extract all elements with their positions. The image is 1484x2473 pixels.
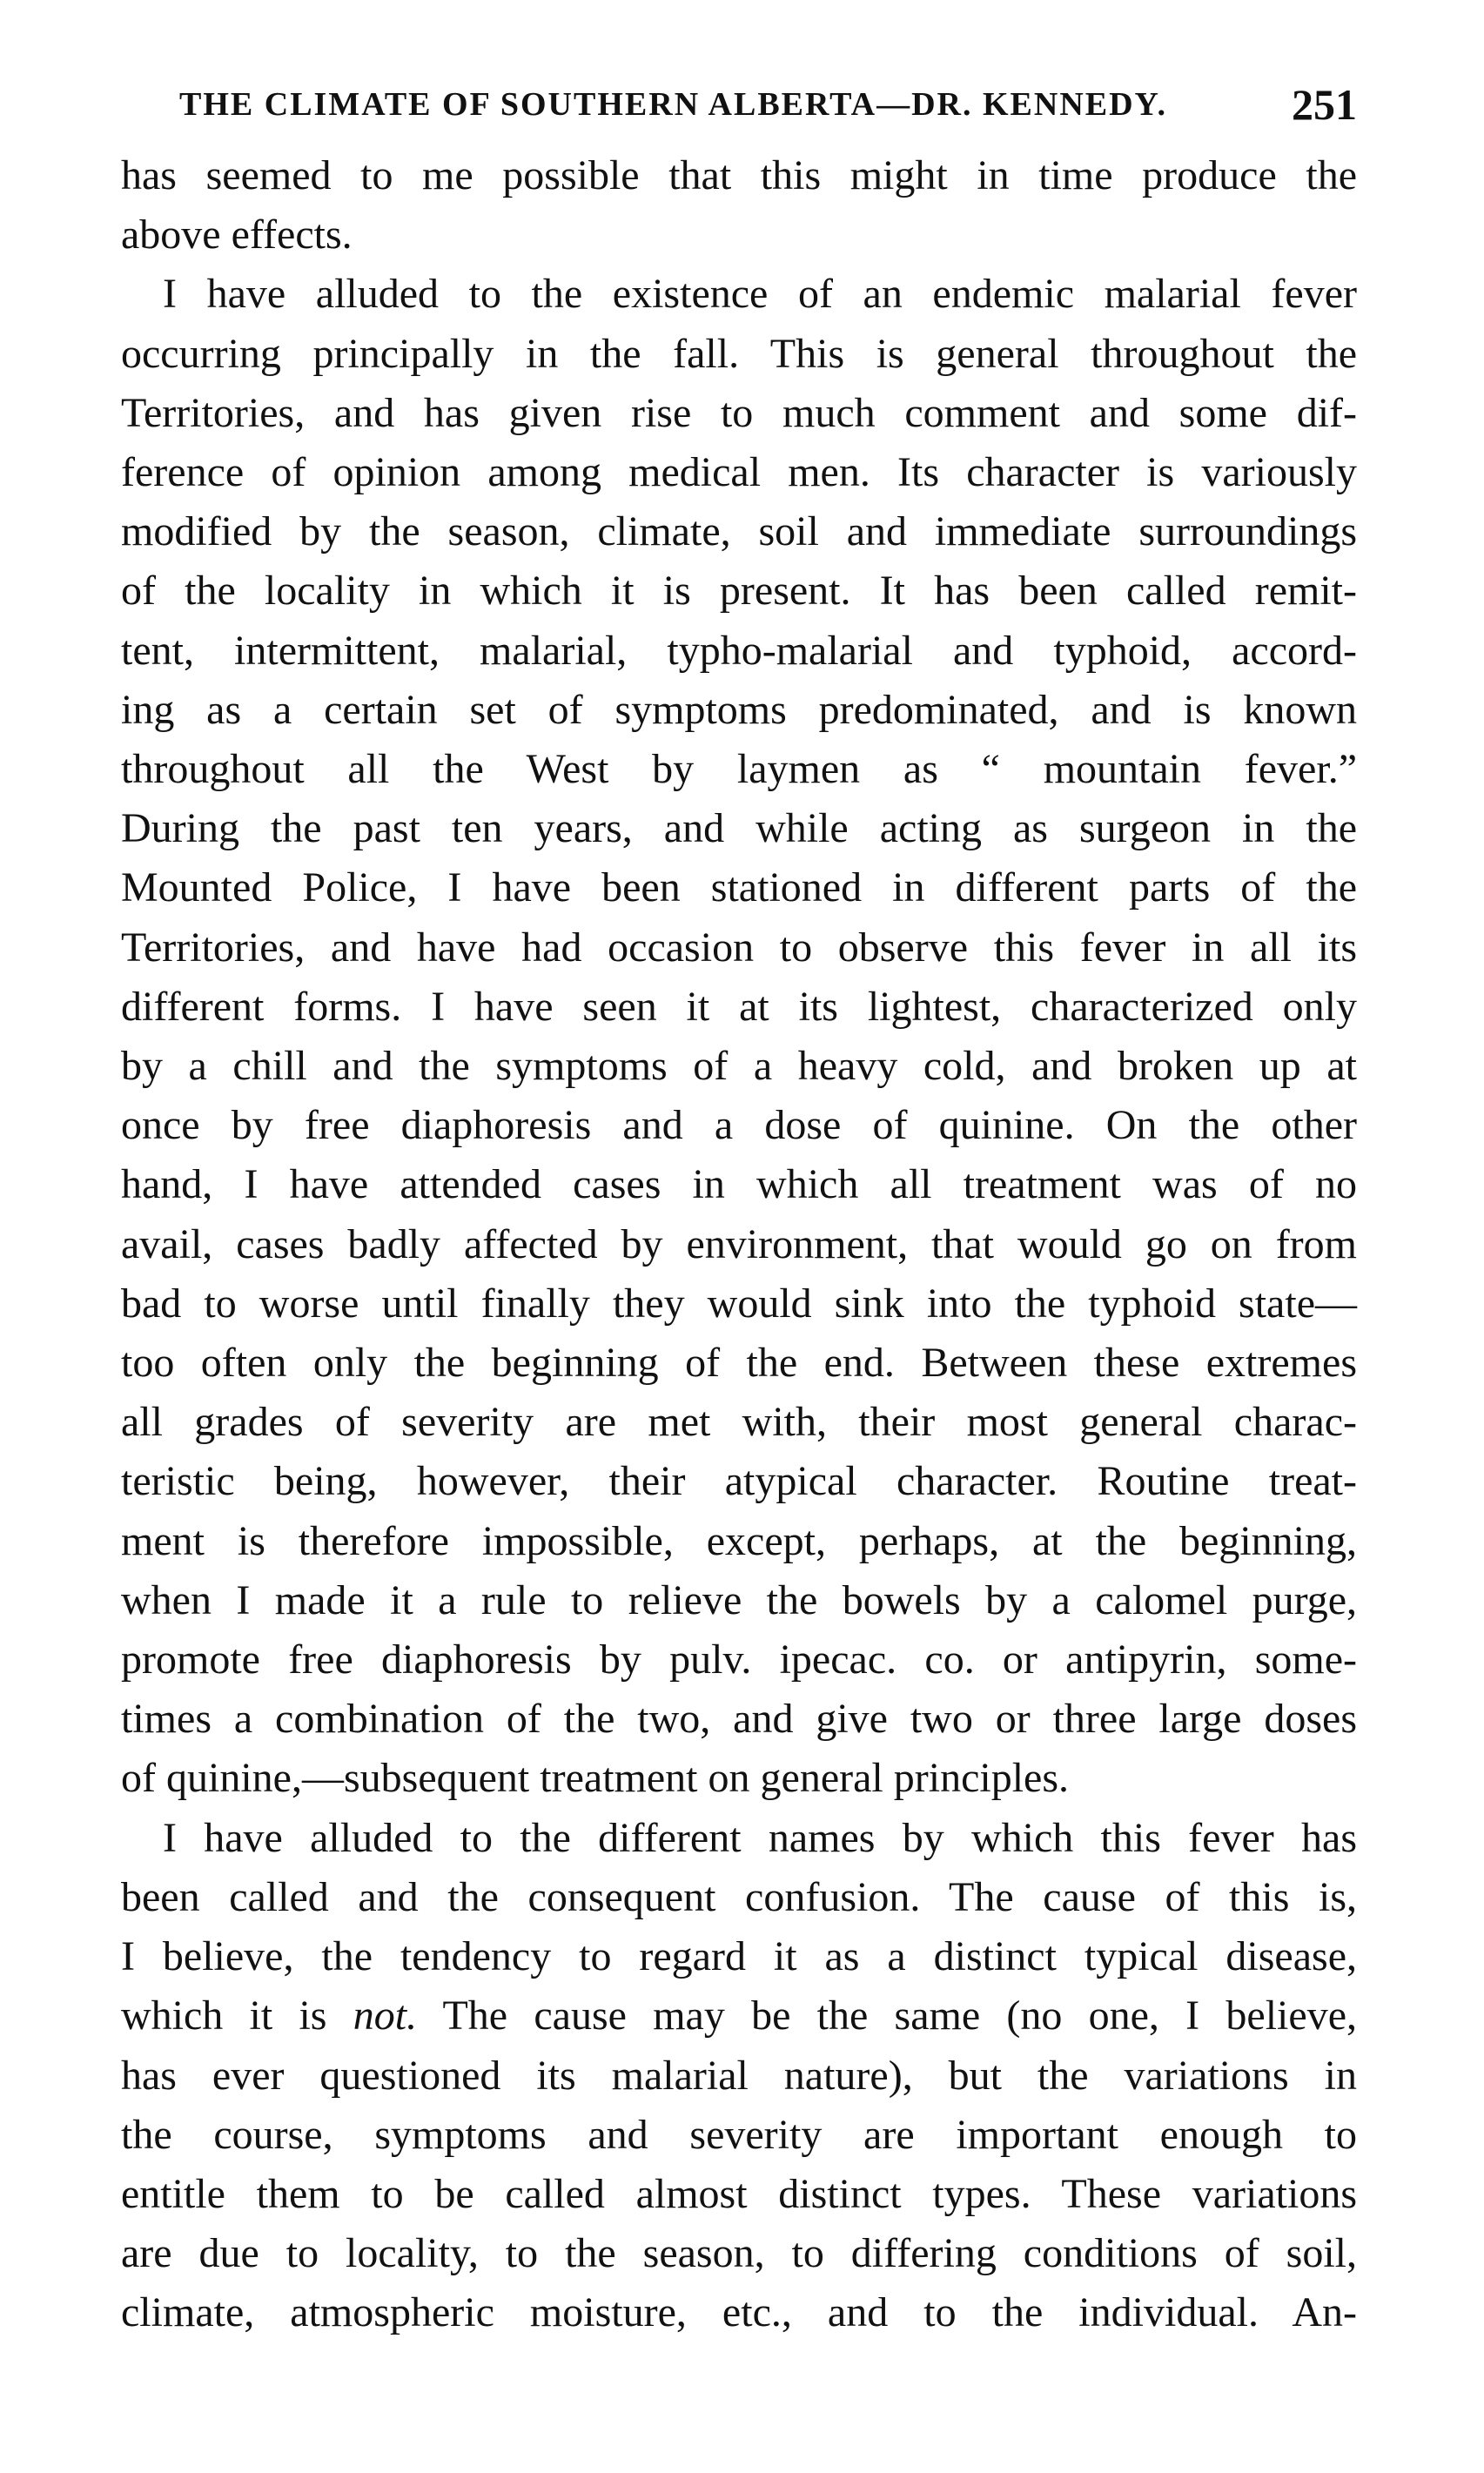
text-line: entitle them to be called almost distinct types. These variations bbox=[121, 2170, 1357, 2217]
running-title: THE CLIMATE OF SOUTHERN ALBERTA—DR. KENNEDY. bbox=[179, 86, 1168, 123]
body-text bbox=[121, 146, 1357, 2343]
text-line: has ever questioned its malarial nature), but the variations in bbox=[121, 2052, 1357, 2099]
text-line: are due to locality, to the season, to differing conditions of soil, bbox=[121, 2230, 1357, 2277]
text-line: Territories, and have had occasion to observe this fever in all its bbox=[121, 924, 1357, 971]
text-line: above effects. bbox=[121, 212, 353, 259]
text-line: tent, intermittent, malarial, typho-malarial and typhoid, accord- bbox=[121, 627, 1357, 674]
text-line: throughout all the West by laymen as “ mountain fever.” bbox=[121, 746, 1357, 793]
text-line: teristic being, however, their atypical character. Routine treat- bbox=[121, 1458, 1357, 1505]
text-line: by a chill and the symptoms of a heavy cold, and broken up at bbox=[121, 1043, 1357, 1090]
text-line: times a combination of the two, and give two or three large doses bbox=[121, 1696, 1357, 1743]
paragraph-3 bbox=[121, 1809, 1357, 2343]
text-line: climate, atmospheric moisture, etc., and to the individual. An- bbox=[121, 2289, 1357, 2336]
text-line: ing as a certain set of symptoms predominated, and is known bbox=[121, 686, 1357, 733]
text-line: has seemed to me possible that this might in time produce the bbox=[121, 152, 1357, 198]
text-line: hand, I have attended cases in which all treatment was of no bbox=[121, 1161, 1357, 1208]
emphasized-word: not. bbox=[353, 1993, 418, 2040]
text-line: of quinine,—subsequent treatment on general principles. bbox=[121, 1755, 1070, 1802]
text-line: all grades of severity are met with, their most general charac- bbox=[121, 1399, 1357, 1446]
running-head bbox=[121, 70, 1357, 139]
text-segment: which it is bbox=[121, 1993, 353, 2040]
text-line: once by free diaphoresis and a dose of quinine. On the other bbox=[121, 1102, 1357, 1149]
text-line: bad to worse until finally they would sink into the typhoid state— bbox=[121, 1280, 1357, 1327]
text-line: the course, symptoms and severity are important enough to bbox=[121, 2111, 1357, 2158]
book-page bbox=[121, 70, 1357, 2343]
text-line-with-emphasis bbox=[121, 1986, 1357, 2046]
text-line: too often only the beginning of the end. Between these extremes bbox=[121, 1340, 1357, 1387]
text-line: modified by the season, climate, soil and immediate surroundings bbox=[121, 508, 1357, 555]
text-line: I have alluded to the different names by which this fever has bbox=[163, 1814, 1357, 1861]
text-line: I believe, the tendency to regard it as a distinct typical disease, bbox=[121, 1933, 1357, 1980]
text-line: ment is therefore impossible, except, perhaps, at the beginning, bbox=[121, 1517, 1357, 1564]
text-line: avail, cases badly affected by environment, that would go on from bbox=[121, 1220, 1357, 1267]
text-line: when I made it a rule to relieve the bowels by a calomel purge, bbox=[121, 1576, 1357, 1623]
text-line: occurring principally in the fall. This is general throughout the bbox=[121, 330, 1357, 377]
paragraph-2 bbox=[121, 265, 1357, 1808]
text-line: of the locality in which it is present. It has been called remit- bbox=[121, 568, 1357, 615]
text-line: I have alluded to the existence of an endemic malarial fever bbox=[163, 271, 1357, 318]
text-line: Territories, and has given rise to much comment and some dif- bbox=[121, 389, 1357, 436]
text-line: ference of opinion among medical men. Its character is variously bbox=[121, 449, 1357, 496]
text-line: Mounted Police, I have been stationed in different parts of the bbox=[121, 864, 1357, 911]
text-line: During the past ten years, and while acting as surgeon in the bbox=[121, 805, 1357, 852]
paragraph-1 bbox=[121, 146, 1357, 265]
page-number: 251 bbox=[1292, 80, 1357, 129]
text-segment: The cause may be the same (no one, I believe, bbox=[417, 1993, 1358, 2040]
text-line: promote free diaphoresis by pulv. ipecac. co. or antipyrin, some- bbox=[121, 1636, 1357, 1683]
text-line: been called and the consequent confusion. The cause of this is, bbox=[121, 1873, 1357, 1920]
text-line: different forms. I have seen it at its lightest, characterized only bbox=[121, 983, 1357, 1030]
